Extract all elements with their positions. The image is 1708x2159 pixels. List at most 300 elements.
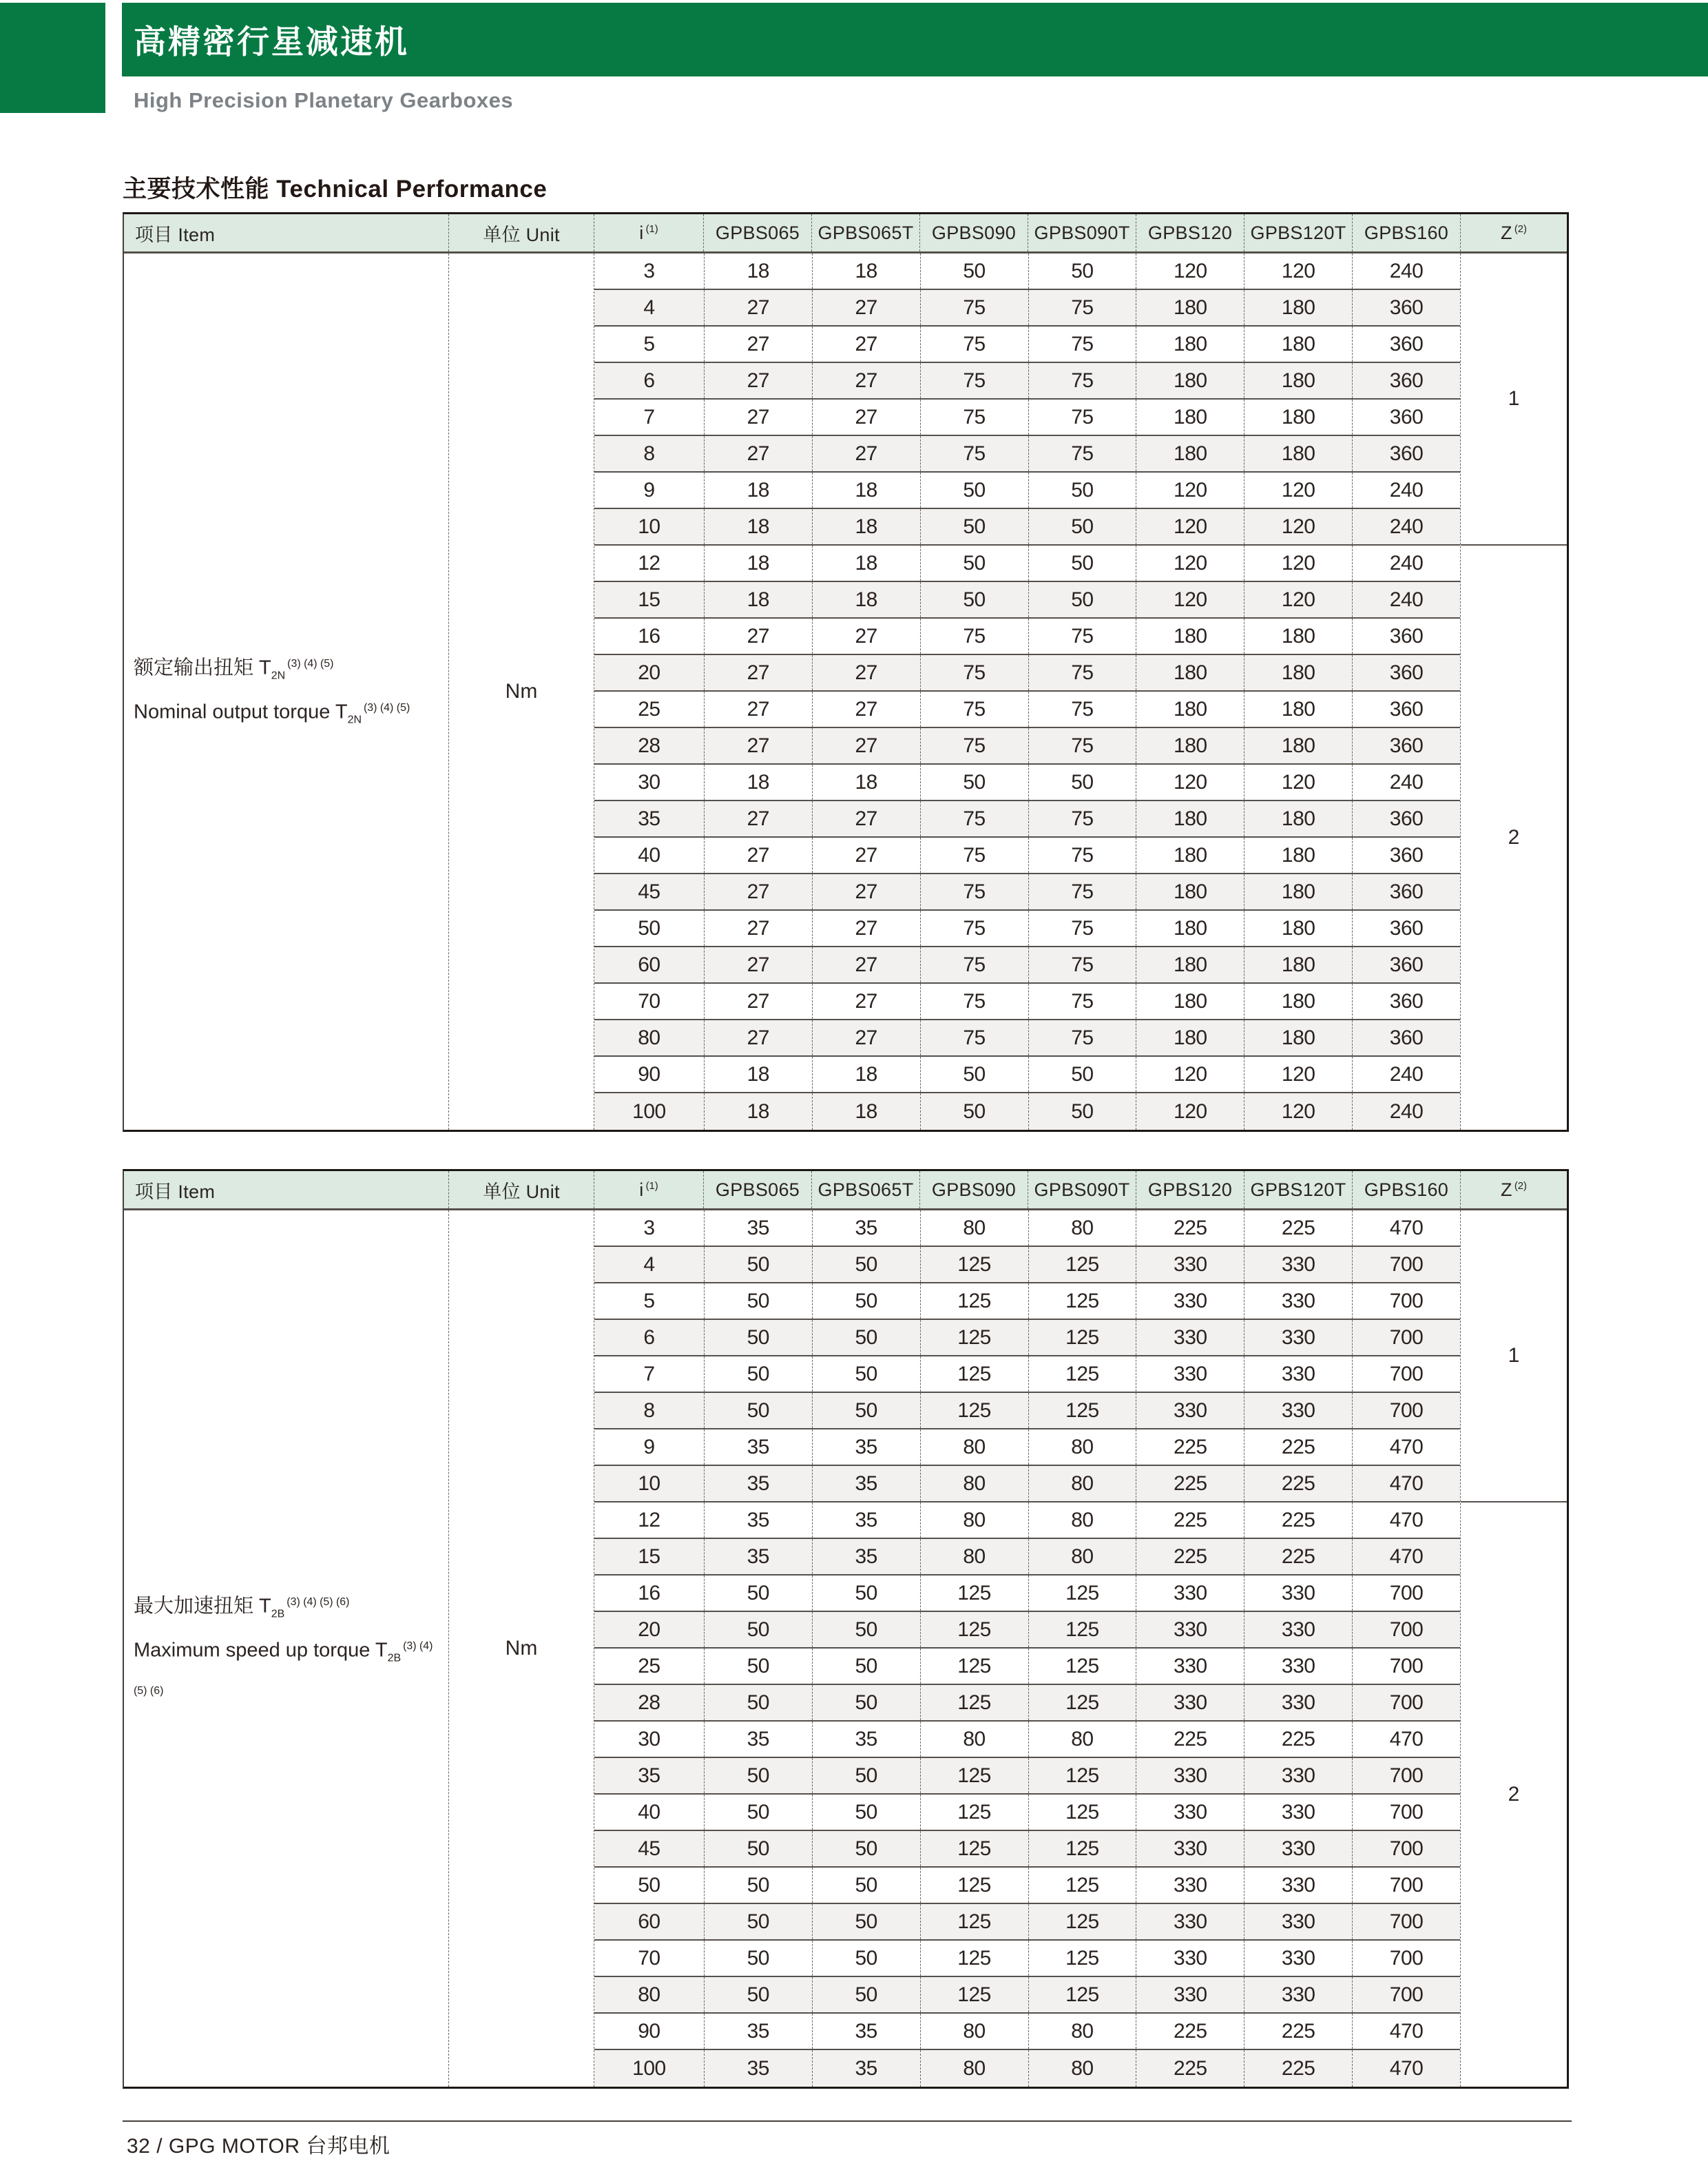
torque-cell: 35 bbox=[812, 1210, 920, 1246]
torque-cell: 700 bbox=[1352, 1393, 1460, 1428]
torque-cell: 50 bbox=[812, 1758, 920, 1793]
torque-cell: 18 bbox=[704, 509, 812, 544]
torque-cell: 50 bbox=[1028, 1057, 1136, 1092]
torque-cell: 180 bbox=[1244, 436, 1352, 471]
column-header-item: 项目 Item bbox=[135, 224, 216, 245]
torque-cell: 27 bbox=[812, 655, 920, 690]
torque-cell: 330 bbox=[1136, 1685, 1244, 1720]
data-row bbox=[594, 509, 1460, 546]
torque-cell: 470 bbox=[1352, 2050, 1460, 2087]
ratio-cell: 8 bbox=[643, 442, 655, 465]
torque-cell: 50 bbox=[704, 1941, 812, 1976]
torque-cell: 330 bbox=[1136, 1831, 1244, 1866]
torque-cell: 360 bbox=[1352, 1020, 1460, 1055]
torque-cell: 700 bbox=[1352, 1685, 1460, 1720]
torque-cell: 180 bbox=[1136, 400, 1244, 435]
torque-cell: 18 bbox=[812, 582, 920, 617]
torque-cell: 80 bbox=[920, 2050, 1028, 2087]
torque-cell: 240 bbox=[1352, 509, 1460, 544]
data-row bbox=[594, 1429, 1460, 1466]
ratio-cell: 100 bbox=[632, 1099, 666, 1123]
torque-cell: 18 bbox=[812, 1093, 920, 1130]
torque-cell: 330 bbox=[1244, 1247, 1352, 1282]
torque-cell: 75 bbox=[920, 655, 1028, 690]
data-row bbox=[594, 1831, 1460, 1868]
data-row bbox=[594, 1941, 1460, 1977]
torque-cell: 50 bbox=[704, 1356, 812, 1392]
data-row bbox=[594, 728, 1460, 765]
torque-cell: 125 bbox=[1028, 1356, 1136, 1392]
torque-cell: 330 bbox=[1244, 1283, 1352, 1319]
torque-cell: 330 bbox=[1136, 1795, 1244, 1830]
torque-cell: 180 bbox=[1136, 1020, 1244, 1055]
torque-cell: 50 bbox=[1028, 765, 1136, 800]
torque-cell: 75 bbox=[920, 436, 1028, 471]
torque-cell: 27 bbox=[704, 801, 812, 836]
stages-group-label: 2 bbox=[1508, 826, 1520, 849]
torque-cell: 18 bbox=[812, 254, 920, 289]
data-row bbox=[594, 1466, 1460, 1502]
torque-cell: 180 bbox=[1136, 655, 1244, 690]
torque-cell: 225 bbox=[1136, 1210, 1244, 1246]
ratio-cell: 40 bbox=[638, 1800, 660, 1824]
torque-cell: 180 bbox=[1244, 984, 1352, 1019]
torque-cell: 125 bbox=[920, 1283, 1028, 1319]
column-header-model: GPBS120 bbox=[1136, 1171, 1244, 1208]
torque-cell: 18 bbox=[704, 765, 812, 800]
stages-header-label: Z $^{(2)}$ bbox=[1501, 222, 1527, 243]
data-row bbox=[594, 1868, 1460, 1904]
torque-cell: 27 bbox=[704, 838, 812, 873]
data-row bbox=[594, 838, 1460, 874]
torque-cell: 35 bbox=[704, 1722, 812, 1757]
torque-cell: 330 bbox=[1136, 1868, 1244, 1903]
ratio-cell: 9 bbox=[643, 1435, 655, 1458]
torque-cell: 700 bbox=[1352, 1356, 1460, 1392]
torque-cell: 330 bbox=[1244, 1795, 1352, 1830]
ratio-cell: 28 bbox=[638, 734, 660, 757]
column-header-model: GPBS090 bbox=[919, 214, 1028, 251]
page-subtitle: High Precision Planetary Gearboxes bbox=[134, 88, 514, 112]
torque-cell: 50 bbox=[704, 1612, 812, 1647]
torque-cell: 125 bbox=[920, 1612, 1028, 1647]
torque-cell: 330 bbox=[1244, 1320, 1352, 1355]
torque-cell: 180 bbox=[1136, 327, 1244, 362]
data-row bbox=[594, 1539, 1460, 1576]
data-rows bbox=[594, 1210, 1460, 2087]
column-header-model: GPBS120 bbox=[1136, 214, 1244, 251]
torque-cell: 330 bbox=[1136, 1904, 1244, 1939]
torque-cell: 180 bbox=[1136, 436, 1244, 471]
data-row bbox=[594, 655, 1460, 692]
torque-cell: 180 bbox=[1136, 947, 1244, 982]
torque-cell: 225 bbox=[1136, 2050, 1244, 2087]
data-row bbox=[594, 436, 1460, 473]
torque-cell: 125 bbox=[920, 1685, 1028, 1720]
torque-cell: 125 bbox=[920, 1576, 1028, 1611]
torque-cell: 35 bbox=[704, 1210, 812, 1246]
ratio-cell: 16 bbox=[638, 624, 660, 648]
data-row bbox=[594, 947, 1460, 984]
data-row bbox=[594, 1977, 1460, 2014]
ratio-cell: 60 bbox=[638, 1910, 660, 1933]
ratio-cell: 80 bbox=[638, 1026, 660, 1049]
torque-cell: 180 bbox=[1244, 655, 1352, 690]
torque-cell: 470 bbox=[1352, 1210, 1460, 1246]
torque-cell: 50 bbox=[704, 1868, 812, 1903]
torque-cell: 50 bbox=[812, 1283, 920, 1319]
torque-cell: 120 bbox=[1136, 765, 1244, 800]
ratio-cell: 10 bbox=[638, 515, 660, 538]
torque-cell: 125 bbox=[920, 1758, 1028, 1793]
ratio-cell: 12 bbox=[638, 551, 660, 575]
torque-cell: 700 bbox=[1352, 1941, 1460, 1976]
page-title: 高精密行星减速机 bbox=[134, 23, 409, 60]
torque-cell: 180 bbox=[1136, 801, 1244, 836]
torque-cell: 75 bbox=[1028, 947, 1136, 982]
ratio-cell: 4 bbox=[643, 1252, 655, 1276]
stages-header-label: Z $^{(2)}$ bbox=[1501, 1179, 1527, 1200]
data-row bbox=[594, 254, 1460, 290]
torque-cell: 180 bbox=[1244, 838, 1352, 873]
torque-cell: 360 bbox=[1352, 436, 1460, 471]
ratio-cell: 25 bbox=[638, 697, 660, 721]
torque-cell: 35 bbox=[812, 2014, 920, 2049]
item-label-zh: 额定输出扭矩 $T_{2N}^{(3) (4) (5)}$ bbox=[134, 657, 334, 681]
torque-cell: 27 bbox=[704, 728, 812, 763]
torque-cell: 180 bbox=[1136, 619, 1244, 654]
torque-cell: 18 bbox=[812, 765, 920, 800]
torque-cell: 225 bbox=[1136, 1466, 1244, 1501]
torque-cell: 225 bbox=[1136, 2014, 1244, 2049]
ratio-cell: 80 bbox=[638, 1983, 660, 2006]
torque-cell: 80 bbox=[920, 1210, 1028, 1246]
torque-cell: 50 bbox=[812, 1612, 920, 1647]
data-row bbox=[594, 363, 1460, 400]
torque-cell: 35 bbox=[704, 2014, 812, 2049]
torque-cell: 18 bbox=[812, 509, 920, 544]
torque-cell: 225 bbox=[1244, 1502, 1352, 1538]
torque-cell: 27 bbox=[812, 1020, 920, 1055]
column-header-ratio bbox=[594, 214, 703, 251]
torque-cell: 360 bbox=[1352, 290, 1460, 325]
column-header-model: GPBS065 bbox=[703, 1171, 811, 1208]
torque-cell: 27 bbox=[704, 290, 812, 325]
torque-cell: 330 bbox=[1136, 1649, 1244, 1684]
torque-cell: 75 bbox=[920, 290, 1028, 325]
ratio-header-label: i $^{(1)}$ bbox=[639, 1179, 658, 1200]
torque-cell: 700 bbox=[1352, 1649, 1460, 1684]
torque-cell: 225 bbox=[1244, 2014, 1352, 2049]
stages-cell bbox=[1460, 1210, 1567, 2087]
torque-cell: 360 bbox=[1352, 728, 1460, 763]
data-row bbox=[594, 1649, 1460, 1685]
torque-cell: 330 bbox=[1136, 1356, 1244, 1392]
torque-cell: 330 bbox=[1136, 1283, 1244, 1319]
torque-cell: 27 bbox=[704, 327, 812, 362]
torque-cell: 120 bbox=[1244, 509, 1352, 544]
torque-cell: 50 bbox=[812, 1941, 920, 1976]
ratio-cell: 5 bbox=[643, 1289, 655, 1312]
column-header-model: GPBS160 bbox=[1352, 214, 1460, 251]
torque-cell: 50 bbox=[812, 1868, 920, 1903]
torque-cell: 75 bbox=[1028, 874, 1136, 909]
torque-cell: 470 bbox=[1352, 1429, 1460, 1465]
item-label-en: Maximum speed up torque $T_{2B}^{(3) (4) (5) (6)}$ bbox=[134, 1639, 433, 1697]
torque-cell: 75 bbox=[920, 327, 1028, 362]
torque-cell: 700 bbox=[1352, 1320, 1460, 1355]
ratio-cell: 6 bbox=[643, 369, 655, 392]
torque-cell: 75 bbox=[1028, 692, 1136, 727]
torque-cell: 35 bbox=[704, 1539, 812, 1574]
torque-cell: 50 bbox=[812, 1393, 920, 1428]
torque-cell: 50 bbox=[812, 1576, 920, 1611]
item-label-zh: 最大加速扭矩 $T_{2B}^{(3) (4) (5) (6)}$ bbox=[134, 1595, 350, 1620]
torque-cell: 240 bbox=[1352, 765, 1460, 800]
torque-cell: 180 bbox=[1136, 363, 1244, 398]
torque-cell: 50 bbox=[920, 509, 1028, 544]
torque-cell: 125 bbox=[920, 1831, 1028, 1866]
torque-cell: 240 bbox=[1352, 546, 1460, 581]
torque-cell: 125 bbox=[1028, 1685, 1136, 1720]
ratio-cell: 10 bbox=[638, 1471, 660, 1495]
stages-group-label: 1 bbox=[1461, 1210, 1567, 1502]
torque-cell: 240 bbox=[1352, 1057, 1460, 1092]
torque-cell: 27 bbox=[812, 436, 920, 471]
torque-cell: 120 bbox=[1136, 1057, 1244, 1092]
torque-cell: 700 bbox=[1352, 1795, 1460, 1830]
torque-cell: 50 bbox=[920, 254, 1028, 289]
torque-cell: 80 bbox=[920, 2014, 1028, 2049]
torque-cell: 700 bbox=[1352, 1868, 1460, 1903]
torque-cell: 27 bbox=[812, 400, 920, 435]
data-row bbox=[594, 1057, 1460, 1093]
torque-cell: 330 bbox=[1244, 1904, 1352, 1939]
data-row bbox=[594, 1020, 1460, 1057]
torque-cell: 125 bbox=[1028, 1320, 1136, 1355]
torque-cell: 27 bbox=[812, 984, 920, 1019]
torque-cell: 180 bbox=[1244, 1020, 1352, 1055]
torque-cell: 75 bbox=[920, 874, 1028, 909]
torque-cell: 360 bbox=[1352, 400, 1460, 435]
ratio-cell: 28 bbox=[638, 1691, 660, 1714]
stages-group-label: 1 bbox=[1461, 254, 1567, 546]
torque-cell: 120 bbox=[1136, 254, 1244, 289]
torque-cell: 120 bbox=[1136, 1093, 1244, 1130]
torque-cell: 225 bbox=[1244, 1722, 1352, 1757]
torque-cell: 18 bbox=[704, 254, 812, 289]
torque-cell: 50 bbox=[812, 1685, 920, 1720]
torque-cell: 27 bbox=[812, 874, 920, 909]
ratio-cell: 20 bbox=[638, 661, 660, 684]
data-row bbox=[594, 327, 1460, 363]
torque-cell: 27 bbox=[812, 692, 920, 727]
brand-accent-strip bbox=[0, 3, 105, 113]
torque-cell: 50 bbox=[704, 1320, 812, 1355]
torque-cell: 50 bbox=[704, 1393, 812, 1428]
torque-cell: 80 bbox=[920, 1502, 1028, 1538]
footer-rule bbox=[123, 2120, 1572, 2122]
torque-cell: 120 bbox=[1244, 473, 1352, 508]
ratio-cell: 3 bbox=[643, 259, 655, 282]
column-header-model: GPBS090T bbox=[1028, 1171, 1136, 1208]
torque-cell: 50 bbox=[920, 473, 1028, 508]
torque-cell: 50 bbox=[704, 1831, 812, 1866]
item-cell bbox=[124, 1210, 448, 2087]
torque-cell: 330 bbox=[1244, 1685, 1352, 1720]
data-row bbox=[594, 1758, 1460, 1795]
ratio-cell: 15 bbox=[638, 1545, 660, 1568]
torque-cell: 27 bbox=[704, 1020, 812, 1055]
data-row bbox=[594, 1722, 1460, 1758]
unit-cell: Nm bbox=[448, 1210, 594, 2087]
torque-cell: 330 bbox=[1136, 1247, 1244, 1282]
torque-cell: 50 bbox=[812, 1247, 920, 1282]
torque-cell: 35 bbox=[812, 2050, 920, 2087]
ratio-cell: 90 bbox=[638, 1062, 660, 1086]
data-row bbox=[594, 546, 1460, 582]
torque-cell: 125 bbox=[920, 1977, 1028, 2012]
torque-cell: 700 bbox=[1352, 1831, 1460, 1866]
column-header-model: GPBS065T bbox=[811, 214, 919, 251]
data-row bbox=[594, 1795, 1460, 1831]
torque-cell: 35 bbox=[812, 1539, 920, 1574]
torque-cell: 125 bbox=[1028, 1576, 1136, 1611]
torque-cell: 225 bbox=[1244, 1539, 1352, 1574]
torque-cell: 225 bbox=[1244, 1466, 1352, 1501]
torque-cell: 125 bbox=[920, 1320, 1028, 1355]
torque-cell: 330 bbox=[1244, 1831, 1352, 1866]
torque-cell: 50 bbox=[1028, 254, 1136, 289]
torque-cell: 75 bbox=[1028, 801, 1136, 836]
column-header-item: 项目 Item bbox=[135, 1181, 216, 1202]
torque-cell: 225 bbox=[1136, 1539, 1244, 1574]
torque-cell: 360 bbox=[1352, 692, 1460, 727]
torque-cell: 75 bbox=[1028, 728, 1136, 763]
torque-cell: 35 bbox=[812, 1429, 920, 1465]
torque-cell: 125 bbox=[920, 1795, 1028, 1830]
torque-cell: 50 bbox=[704, 1283, 812, 1319]
data-row bbox=[594, 582, 1460, 619]
data-row bbox=[594, 1247, 1460, 1283]
torque-cell: 18 bbox=[704, 546, 812, 581]
torque-cell: 50 bbox=[704, 1758, 812, 1793]
torque-cell: 120 bbox=[1244, 582, 1352, 617]
torque-cell: 700 bbox=[1352, 1904, 1460, 1939]
data-row bbox=[594, 2050, 1460, 2087]
data-row bbox=[594, 1093, 1460, 1130]
data-row bbox=[594, 1393, 1460, 1429]
column-header-stages bbox=[1460, 214, 1567, 251]
torque-cell: 18 bbox=[704, 582, 812, 617]
torque-cell: 27 bbox=[812, 327, 920, 362]
torque-cell: 80 bbox=[1028, 2050, 1136, 2087]
torque-cell: 360 bbox=[1352, 363, 1460, 398]
data-row bbox=[594, 1502, 1460, 1539]
torque-cell: 75 bbox=[920, 838, 1028, 873]
torque-cell: 470 bbox=[1352, 1502, 1460, 1538]
torque-cell: 75 bbox=[1028, 838, 1136, 873]
data-row bbox=[594, 1904, 1460, 1941]
torque-cell: 180 bbox=[1244, 692, 1352, 727]
torque-cell: 330 bbox=[1244, 1393, 1352, 1428]
ratio-cell: 15 bbox=[638, 588, 660, 611]
torque-cell: 330 bbox=[1136, 1941, 1244, 1976]
data-row bbox=[594, 619, 1460, 655]
torque-cell: 27 bbox=[812, 619, 920, 654]
torque-cell: 18 bbox=[704, 1057, 812, 1092]
torque-cell: 75 bbox=[920, 911, 1028, 946]
torque-cell: 50 bbox=[920, 546, 1028, 581]
column-header-stages bbox=[1460, 1171, 1567, 1208]
torque-cell: 330 bbox=[1136, 1758, 1244, 1793]
torque-cell: 120 bbox=[1244, 1093, 1352, 1130]
torque-cell: 125 bbox=[1028, 1283, 1136, 1319]
torque-cell: 27 bbox=[812, 801, 920, 836]
torque-cell: 125 bbox=[1028, 1758, 1136, 1793]
column-header-model: GPBS120T bbox=[1244, 1171, 1352, 1208]
data-row bbox=[594, 2014, 1460, 2050]
torque-cell: 80 bbox=[1028, 2014, 1136, 2049]
torque-cell: 125 bbox=[1028, 1868, 1136, 1903]
ratio-cell: 45 bbox=[638, 1837, 660, 1860]
torque-cell: 470 bbox=[1352, 2014, 1460, 2049]
ratio-cell: 100 bbox=[632, 2056, 666, 2080]
torque-cell: 180 bbox=[1244, 619, 1352, 654]
data-row bbox=[594, 765, 1460, 801]
data-row bbox=[594, 1576, 1460, 1612]
torque-cell: 330 bbox=[1136, 1320, 1244, 1355]
torque-cell: 125 bbox=[1028, 1649, 1136, 1684]
torque-cell: 50 bbox=[812, 1649, 920, 1684]
torque-cell: 180 bbox=[1136, 728, 1244, 763]
column-header-model: GPBS160 bbox=[1352, 1171, 1460, 1208]
torque-cell: 120 bbox=[1136, 546, 1244, 581]
torque-cell: 125 bbox=[1028, 1393, 1136, 1428]
torque-cell: 27 bbox=[704, 911, 812, 946]
data-row bbox=[594, 1320, 1460, 1356]
column-header-ratio bbox=[594, 1171, 703, 1208]
torque-cell: 120 bbox=[1244, 546, 1352, 581]
torque-cell: 27 bbox=[704, 400, 812, 435]
torque-cell: 330 bbox=[1244, 1758, 1352, 1793]
torque-cell: 240 bbox=[1352, 582, 1460, 617]
torque-cell: 180 bbox=[1136, 290, 1244, 325]
item-cell bbox=[124, 254, 448, 1130]
torque-cell: 75 bbox=[920, 400, 1028, 435]
torque-cell: 27 bbox=[704, 984, 812, 1019]
torque-cell: 27 bbox=[812, 838, 920, 873]
column-header-model: GPBS090T bbox=[1028, 214, 1136, 251]
torque-cell: 180 bbox=[1136, 838, 1244, 873]
column-header-model: GPBS120T bbox=[1244, 214, 1352, 251]
data-row bbox=[594, 400, 1460, 436]
torque-cell: 35 bbox=[812, 1466, 920, 1501]
torque-cell: 18 bbox=[704, 473, 812, 508]
torque-cell: 180 bbox=[1244, 290, 1352, 325]
torque-cell: 75 bbox=[1028, 619, 1136, 654]
torque-cell: 120 bbox=[1244, 254, 1352, 289]
torque-cell: 75 bbox=[1028, 1020, 1136, 1055]
ratio-cell: 50 bbox=[638, 916, 660, 940]
torque-cell: 125 bbox=[1028, 1831, 1136, 1866]
page-title-bar bbox=[122, 3, 1708, 76]
torque-cell: 50 bbox=[1028, 473, 1136, 508]
torque-cell: 50 bbox=[704, 1795, 812, 1830]
torque-cell: 50 bbox=[812, 1977, 920, 2012]
torque-cell: 18 bbox=[812, 1057, 920, 1092]
torque-cell: 75 bbox=[1028, 984, 1136, 1019]
